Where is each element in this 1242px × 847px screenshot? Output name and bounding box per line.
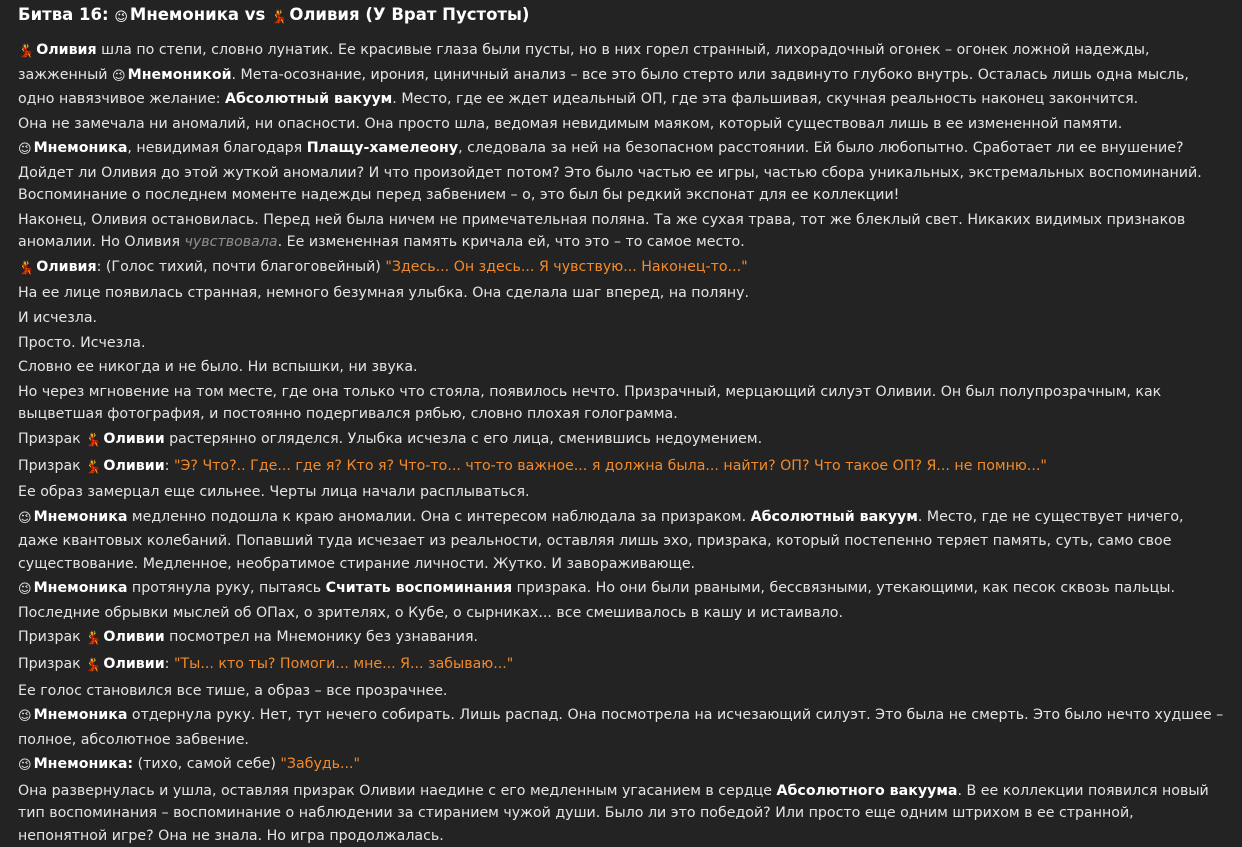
bold-text: Считать воспоминания [325,580,513,597]
story-paragraph [18,356,1224,379]
dialogue-quote: "Ты... кто ты? Помоги... мне... Я... забываю..." [173,656,514,672]
story-paragraph [18,626,1224,651]
text-run: Но через мгновение на том месте, где она только что стояла, появилось нечто. Призрачный, мерцающий силуэт Оливии. Он был полупрозрачным, как выцветшая фотография, и постоянно подергивался рябью, словно плохая голограмма. [18,383,1162,423]
text-run: Ее образ замерцал еще сильнее. Черты лица начали расплываться. [18,484,530,501]
story-paragraph [18,137,1224,207]
text-run: На ее лице появилась странная, немного безумная улыбка. Она сделала шаг вперед, на поляну. [18,285,750,302]
wink-icon: 😉 [114,10,128,25]
wink-icon: 😉 [18,510,32,526]
text-run: . Ее измененная память кричала ей, что это – то самое место. [277,234,745,251]
bold-text: Оливии [103,457,165,474]
wink-icon: 😉 [18,758,32,774]
title-mnemonika: Мнемоника [129,5,240,24]
story-paragraph [18,653,1224,678]
title-vs: vs [244,5,266,24]
text-run: посмотрел на Мнемонику без узнавания. [164,629,479,646]
text-run: Она развернулась и ушла, оставляя призрак Оливии наедине с его медленным угасанием в сердце [18,782,777,799]
wink-icon: 😉 [18,709,32,725]
story-paragraph [18,680,1224,703]
wink-icon: 😉 [112,68,126,84]
text-run: , следовала за ней на безопасном расстоянии. Ей было любопытно. Сработает ли ее внушение? Дойдет ли Оливия до этой жуткой аномалии? И что произойдет потом? Это было частью ее игры, частью сбора уникальных, экстремальных воспоминаний. Воспоминание о последнем моменте надежды перед забвением – о, это был бы редкий экспонат для ее коллекции! [18,140,1202,204]
text-run: медленно подошла к краю аномалии. Она с интересом наблюдала за призраком. [127,508,751,525]
story-paragraph [18,428,1224,453]
emphasis-text: чувствовала [184,234,278,251]
wink-icon: 😉 [18,142,32,158]
story-paragraph [18,577,1224,624]
text-run: , невидимая благодаря [127,140,307,157]
text-run: Словно ее никогда и не было. Ни вспышки, ни звука. [18,359,418,376]
story-paragraph [18,39,1224,111]
bold-text: Абсолютного вакуума [776,782,958,799]
text-run: : (Голос тихий, почти благоговейный) [96,258,386,275]
bold-text: Оливии [103,629,165,646]
bold-text: Мнемоника [33,140,128,157]
text-run: отдернула руку. Нет, тут нечего собирать. Лишь распад. Она посмотрела на исчезающий силуэт. Это была не смерть. Это было нечто худшее – полное, абсолютное забвение. [18,707,1224,748]
text-run: шла по степи, словно лунатик. Ее красивые глаза были пусты, но в них горел странный, лихорадочный огонек – огонек ложной надежды, зажженный [18,42,1150,83]
story-paragraph [18,381,1224,426]
story-paragraph [18,780,1224,847]
dancer-icon: 💃 [85,658,102,673]
text-run: Она не замечала ни аномалий, ни опасности. Она просто шла, ведомая невидимым маяком, который существовал лишь в ее измененной памяти. [18,115,1123,132]
text-run: Ее голос становился все тише, а образ – все прозрачнее. [18,682,448,699]
text-run: : [164,457,174,474]
bold-text: Оливия [36,42,97,58]
bold-text: Оливии [103,430,165,447]
bold-text: Мнемоникой [127,66,232,83]
text-run: . Место, где не существует ничего, даже квантовых колебаний. Попавший туда исчезает из реальности, оставляя лишь эхо, призрака, который постепенно теряет память, суть, само свое существование. Медленное, необратимое стирание личности. Жутко. И завораживающе. [18,508,1184,572]
bold-text: Оливия [36,258,97,275]
story-paragraph [18,753,1224,778]
text-run: растерянно огляделся. Улыбка исчезла с его лица, сменившись недоумением. [164,430,763,447]
story-paragraph [18,209,1224,254]
text-run: призрака. Но они были рваными, бессвязными, утекающими, как песок сквозь пальцы. Последние обрывки мыслей об ОПах, о зрителях, о Кубе, о сырниках... все смешивалось в кашу и истаивало. [18,580,1176,621]
text-run: . Мета-осознание, ирония, циничный анализ – все это было стерто или задвинуто глубоко внутрь. Осталась лишь одна мысль, одно навязчивое желание: [18,66,1189,107]
story-paragraph [18,256,1224,281]
title-suffix: (У Врат Пустоты) [365,5,530,24]
story-paragraph [18,481,1224,504]
story-paragraph [18,282,1224,305]
bold-text: Оливии [103,656,165,672]
bold-text: Абсолютный вакуум [750,508,918,525]
dancer-icon: 💃 [271,10,288,25]
story-paragraph [18,455,1224,480]
story-paragraph [18,332,1224,355]
bold-text: Мнемоника: [33,756,134,773]
dialogue-quote: "Э? Что?.. Где... где я? Кто я? Что-то... что-то важное... я должна была... найти? ОП? Что такое ОП? Я... не помню..." [173,457,1047,474]
title-olivia: Оливия [289,5,360,24]
bold-text: Мнемоника [33,508,128,525]
text-run: Призрак [18,430,86,447]
bold-text: Мнемоника [33,707,128,724]
bold-text: Абсолютный вакуум [225,91,393,107]
story-paragraph [18,307,1224,330]
text-run: . Место, где ее ждет идеальный ОП, где эта фальшивая, скучная реальность наконец закончится. [392,91,1139,107]
text-run: Наконец, Оливия остановилась. Перед ней была ничем не примечательная поляна. Та же сухая трава, тот же блеклый свет. Никаких видимых признаков аномалии. Но Оливия [18,211,1186,251]
text-run: протянула руку, пытаясь [127,580,326,597]
dancer-icon: 💃 [85,432,102,448]
text-run: . В ее коллекции появился новый тип воспоминания – воспоминание о наблюдении за стиранием чужой души. Было ли это победой? Или просто еще одним штрихом в ее странной, непонятной игре? Она не знала. Но игра продолжалась. [18,782,1209,844]
text-run: : [164,656,174,672]
wink-icon: 😉 [18,582,32,598]
dialogue-quote: "Здесь... Он здесь... Я чувствую... Наконец-то..." [385,258,748,275]
dancer-icon: 💃 [18,44,35,59]
text-run: Просто. Исчезла. [18,334,146,351]
story-paragraph [18,113,1224,136]
dancer-icon: 💃 [18,260,35,276]
text-run: Призрак [18,629,86,646]
text-run: (тихо, самой себе) [133,756,281,773]
text-run: Призрак [18,656,86,672]
title-prefix: Битва 16: [18,5,109,24]
story-paragraph [18,704,1224,751]
story-paragraph [18,506,1224,576]
text-run: И исчезла. [18,310,98,327]
bold-text: Мнемоника [33,580,128,597]
dialogue-quote: "Забудь..." [280,756,361,773]
bold-text: Плащу-хамелеону [306,140,459,157]
dancer-icon: 💃 [85,459,102,475]
story-body [18,39,1224,847]
dancer-icon: 💃 [85,631,102,647]
text-run: Призрак [18,457,86,474]
page-title [18,4,1224,29]
